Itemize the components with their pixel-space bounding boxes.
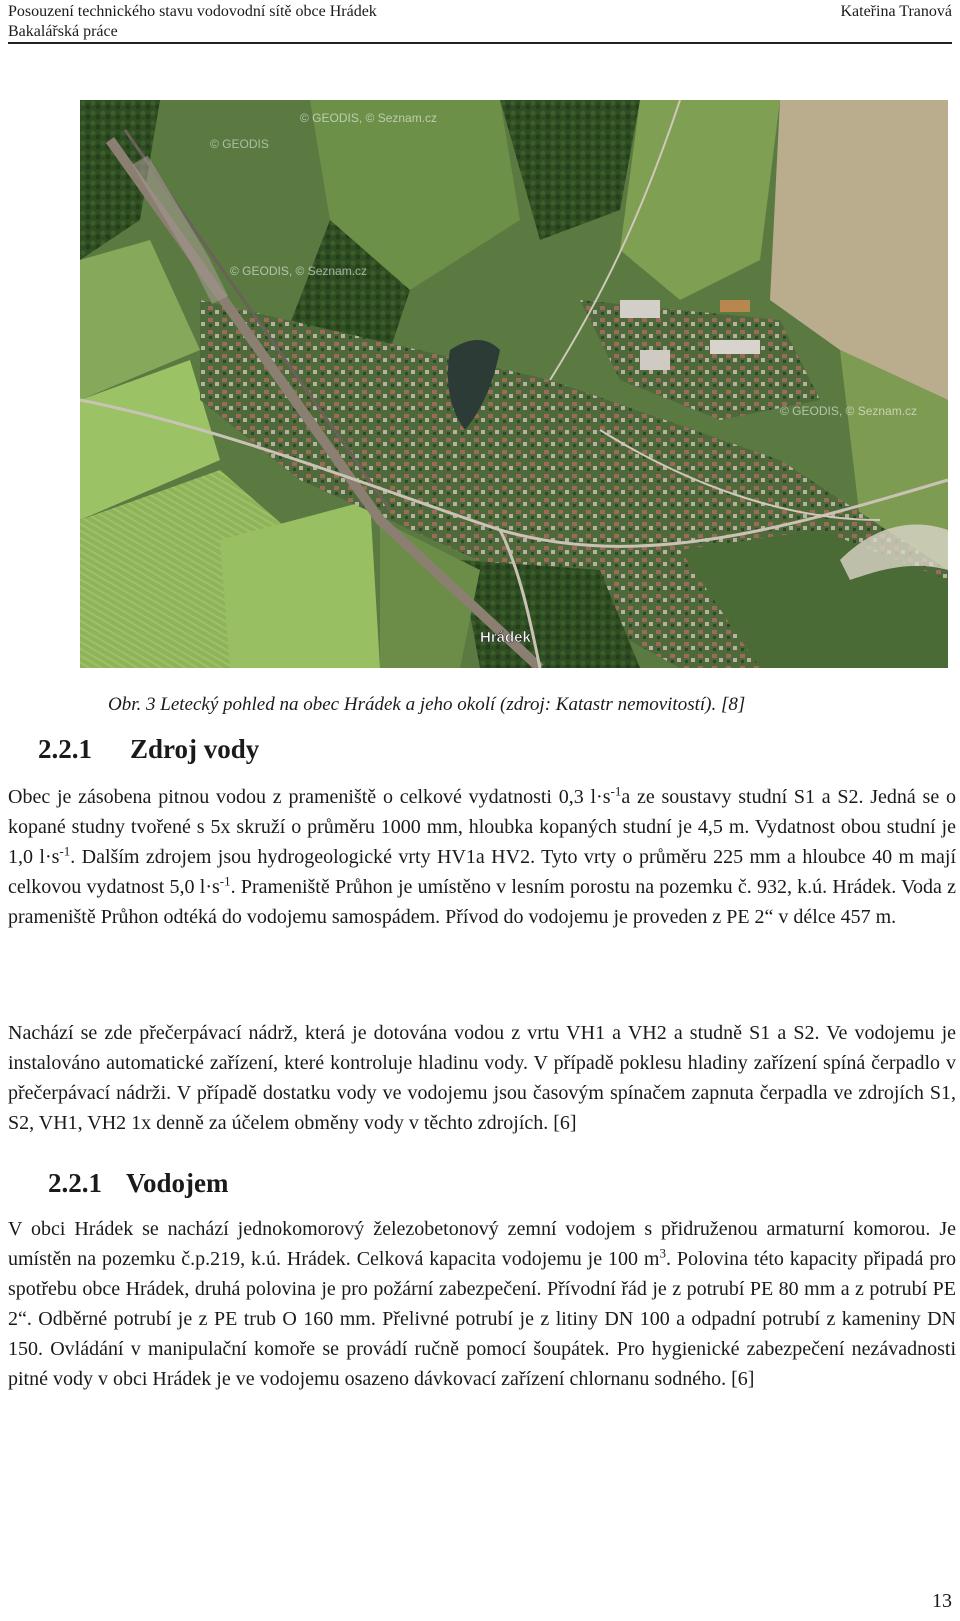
text-run: Obec je zásobena pitnou vodou z prameniště o celkové vydatnosti 0,3 l·s (8, 786, 611, 808)
map-watermark: © GEODIS, © Seznam.cz (230, 264, 368, 278)
paragraph-pumping-tank: Nachází se zde přečerpávací nádrž, která je dotována vodou z vrtu VH1 a VH2 a studně S1 a S2. Ve vodojemu je instalováno automatické zařízení, které kontroluje hladinu vody. V případě poklesu hladiny zařízení spíná čerpadlo v přečerpávací nádrži. V případě dostatku vody ve vodojemu jsou časovým spínačem zapnuta čerpadla ve zdrojích S1, S2, VH1, VH2 1x denně za účelem obměny vody v těchto zdrojích. [6] (8, 1022, 956, 1134)
header-left (8, 2, 377, 42)
text-run: . Dalším zdrojem jsou hydrogeologické vrty HV1a HV2. Tyto vrty o průměru 225 mm a hloubce 40 m mají celkovou vydatnost 5,0 l·s (8, 846, 956, 898)
superscript: -1 (219, 873, 231, 889)
page-header (8, 0, 952, 44)
section-number: 2.2.1 (38, 734, 92, 764)
document-type: Bakalářská práce (8, 23, 118, 40)
aerial-photo (80, 100, 948, 668)
superscript: 3 (659, 1245, 666, 1261)
text-run: . Prameniště Průhon je umístěno v lesním porostu na pozemku č. 932, k.ú. Hrádek. Voda z prameniště Průhon odtéká do vodojemu samospádem. Přívod do vodojemu je proveden z PE 2“ v délce 457 m. (8, 876, 956, 928)
figure-caption: Obr. 3 Letecký pohled na obec Hrádek a jeho okolí (zdroj: Katastr nemovitostí). [8] (108, 694, 746, 715)
author-name: Kateřina Tranová (840, 3, 952, 20)
section-heading-zdroj-vody (38, 734, 259, 765)
document-title: Posouzení technického stavu vodovodní sítě obce Hrádek (8, 3, 377, 20)
section-title: Zdroj vody (130, 734, 260, 764)
section-title: Vodojem (126, 1168, 229, 1198)
superscript: -1 (59, 843, 71, 859)
text-run: V obci Hrádek se nachází jednokomorový železobetonový zemní vodojem s přidruženou armaturní komorou. Je umístěn na pozemku č.p.219, k.ú. Hrádek. Celková kapacita vodojemu je 100 m (8, 1218, 956, 1270)
section-heading-vodojem (48, 1168, 229, 1199)
map-watermark: © GEODIS (210, 137, 269, 151)
page-number: 13 (932, 1590, 952, 1612)
paragraph-water-source (8, 782, 956, 932)
map-watermark: © GEODIS, © Seznam.cz (780, 404, 918, 418)
superscript: -1 (610, 783, 622, 799)
paragraph-reservoir (8, 1214, 956, 1394)
map-place-label: Hrádek (480, 629, 531, 646)
text-run: a ze soustavy studní S1 a S2. Jedná se o kopané studny tvořené s 5x skruží o průměru 1000 mm, hloubka kopaných studní je 4,5 m. Vydatnost obou studní je 1,0 l·s (8, 786, 956, 868)
text-run: . Polovina této kapacity připadá pro spotřebu obce Hrádek, druhá polovina je pro požární zabezpečení. Přívodní řád je z potrubí PE 80 mm a z potrubí PE 2“. Odběrné potrubí je z PE trub O 160 mm. Přelivné potrubí je z litiny DN 100 a odpadní potrubí z kameniny DN 150. Ovládání v manipulační komoře se provádí ručně pomocí šoupátek. Pro hygienické zabezpečení nezávadnosti pitné vody v obci Hrádek je ve vodojemu osazeno dávkovací zařízení chlornanu sodného. [6] (8, 1248, 956, 1390)
section-number: 2.2.1 (48, 1168, 102, 1198)
aerial-photo-drawing (80, 100, 948, 668)
map-watermark: © GEODIS, © Seznam.cz (300, 111, 438, 125)
